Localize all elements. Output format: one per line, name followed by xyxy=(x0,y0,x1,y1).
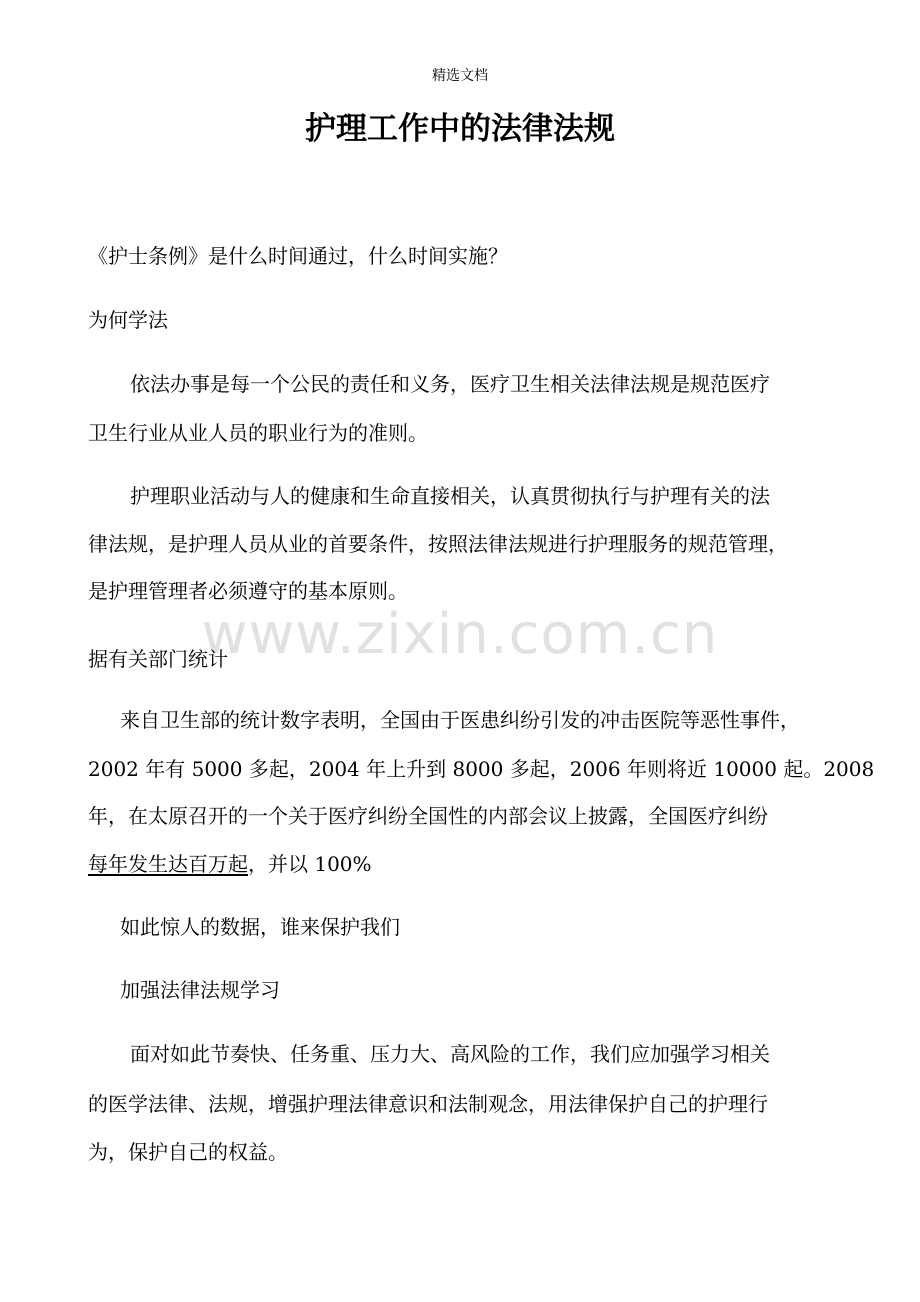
question-line: 《护士条例》是什么时间通过，什么时间实施？ xyxy=(88,244,508,268)
paragraph-3-line-4-rest: ，并以 100% xyxy=(248,852,372,876)
watermark: www.zixin.com.cn xyxy=(201,602,719,667)
paragraph-1-line-1: 依法办事是每一个公民的责任和义务，医疗卫生相关法律法规是规范医疗 xyxy=(130,372,770,396)
page-header: 精选文档 xyxy=(432,68,488,84)
paragraph-2-line-1: 护理职业活动与人的健康和生命直接相关，认真贯彻执行与护理有关的法 xyxy=(130,484,770,508)
paragraph-3-line-2: 2002 年有 5000 多起，2004 年上升到 8000 多起，2006 年则将近 10000 起。2008 xyxy=(88,757,875,781)
underlined-phrase: 每年发生达百万起 xyxy=(88,852,248,876)
paragraph-5-line-3: 为，保护自己的权益。 xyxy=(88,1140,288,1164)
section-heading-why-study-law: 为何学法 xyxy=(88,308,168,332)
section-heading-statistics: 据有关部门统计 xyxy=(88,647,228,671)
paragraph-3-line-4 xyxy=(88,850,372,878)
section-heading-strengthen-study: 加强法律法规学习 xyxy=(120,978,280,1002)
paragraph-3-line-1: 来自卫生部的统计数字表明，全国由于医患纠纷引发的冲击医院等恶性事件， xyxy=(120,708,800,732)
paragraph-2-line-2: 律法规，是护理人员从业的首要条件，按照法律法规进行护理服务的规范管理， xyxy=(88,532,788,556)
paragraph-4: 如此惊人的数据，谁来保护我们 xyxy=(120,915,400,939)
document-title: 护理工作中的法律法规 xyxy=(305,111,615,147)
paragraph-2-line-3: 是护理管理者必须遵守的基本原则。 xyxy=(88,579,408,603)
paragraph-5-line-2: 的医学法律、法规，增强护理法律意识和法制观念，用法律保护自己的护理行 xyxy=(88,1092,768,1116)
paragraph-1-line-2: 卫生行业从业人员的职业行为的准则。 xyxy=(88,421,428,445)
paragraph-5-line-1: 面对如此节奏快、任务重、压力大、高风险的工作，我们应加强学习相关 xyxy=(130,1042,770,1066)
paragraph-3-line-3: 年，在太原召开的一个关于医疗纠纷全国性的内部会议上披露，全国医疗纠纷 xyxy=(88,804,768,828)
